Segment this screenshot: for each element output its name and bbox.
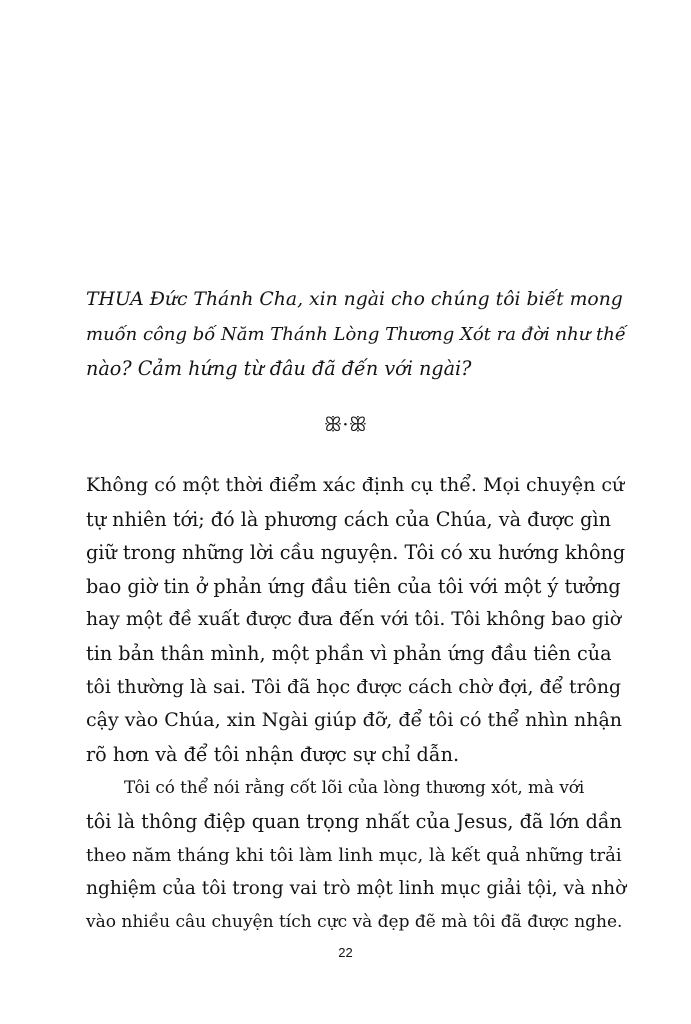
answer-line: Tôi có thể nói rằng cốt lõi của lòng thương xót, mà với (124, 777, 585, 798)
answer-line: vào nhiều câu chuyện tích cực và đẹp đẽ mà tôi đã được nghe. (86, 911, 623, 932)
answer-line: hay một đề xuất được đưa đến với tôi. Tôi không bao giờ (86, 609, 622, 631)
answer-text (86, 469, 626, 939)
answer-line: bao giờ tin ở phản ứng đầu tiên của tôi với một ý tưởng (86, 574, 621, 598)
answer-line: rõ hơn và để tôi nhận được sự chỉ dẫn. (86, 742, 460, 766)
answer-line: Không có một thời điểm xác định cụ thể. Mọi chuyện cứ (86, 474, 625, 496)
answer-line: cậy vào Chúa, xin Ngài giúp đỡ, để tôi có thể nhìn nhận (86, 709, 623, 732)
answer-line: tự nhiên tới; đó là phương cách của Chúa, và được gìn (86, 507, 611, 531)
answer-line: tôi thường là sai. Tôi đã học được cách chờ đợi, để trông (86, 676, 621, 698)
question-line: muốn công bố Năm Thánh Lòng Thương Xót ra đời như thế (86, 323, 626, 345)
question-text (86, 283, 626, 387)
answer-line: nghiệm của tôi trong vai trò một linh mục giải tội, và nhờ (86, 878, 627, 900)
question-line: nào? Cảm hứng từ đâu đã đến với ngài? (86, 357, 472, 381)
answer-line: theo năm tháng khi tôi làm linh mục, là kết quả những trải (86, 844, 622, 866)
answer-line: giữ trong những lời cầu nguyện. Tôi có xu hướng không (86, 541, 626, 565)
answer-line: tin bản thân mình, một phần vì phản ứng đầu tiên của (86, 641, 612, 665)
question-line: THUA Đức Thánh Cha, xin ngài cho chúng tôi biết mong (86, 289, 623, 310)
page-number: 22 (338, 945, 353, 960)
answer-line: tôi là thông điệp quan trọng nhất của Jesus, đã lớn dần (86, 809, 622, 833)
ornament-divider: ꕥ·ꕥ (323, 412, 368, 436)
answer-paragraph-1 (86, 469, 626, 771)
answer-paragraph-2 (86, 771, 626, 939)
